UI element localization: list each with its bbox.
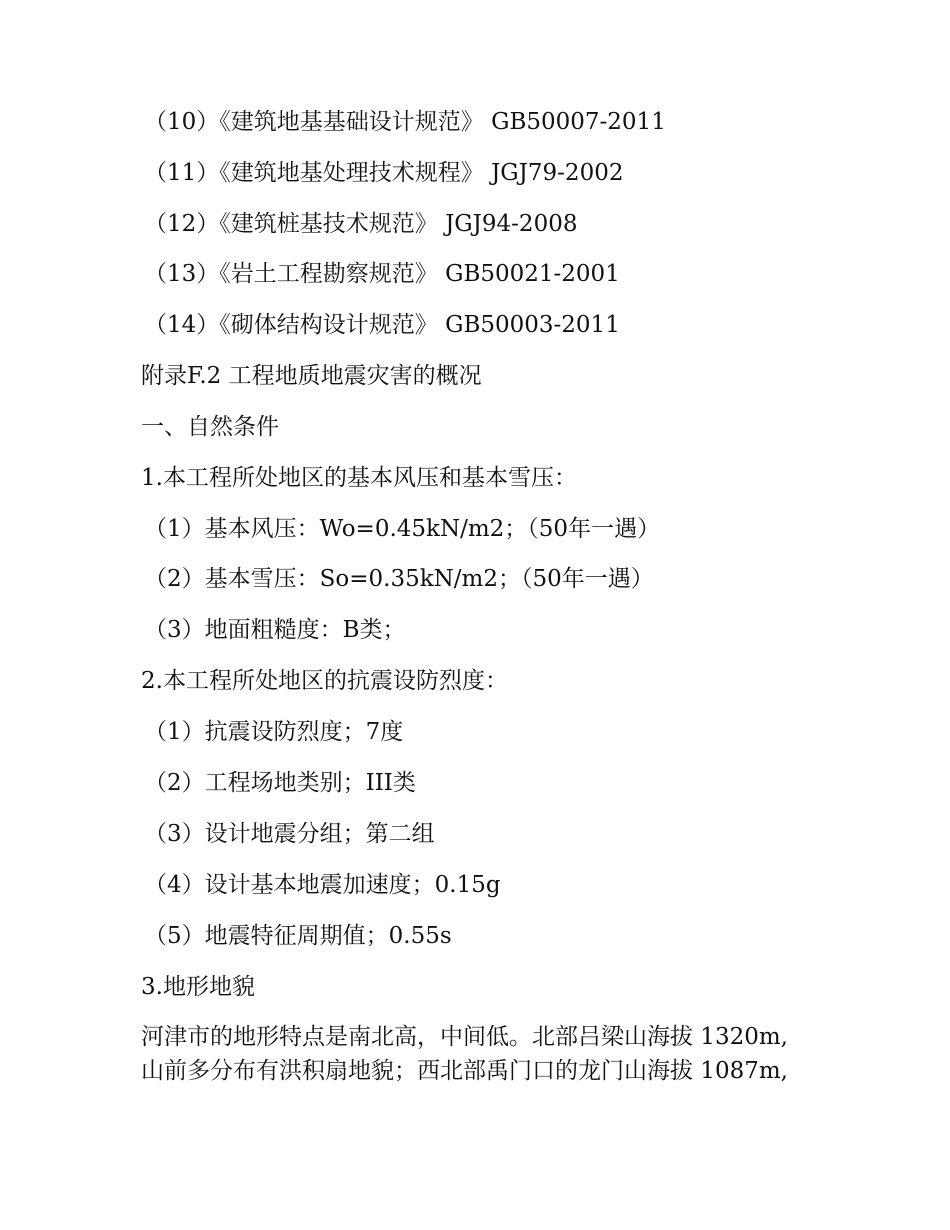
ground-roughness: （3）地面粗糙度：B类； [144, 617, 406, 643]
reference-10: （10）《建筑地基基础设计规范》 GB50007-2011 [144, 109, 666, 135]
basic-snow-pressure: （2）基本雪压：So=0.35kN/m2；（50年一遇） [144, 566, 654, 592]
appendix-heading: 附录F.2 工程地质地震灾害的概况 [141, 363, 482, 389]
ground-acceleration: （4）设计基本地震加速度；0.15g [144, 872, 501, 898]
item3-title: 3.地形地貌 [141, 974, 255, 1000]
section-natural-conditions: 一、自然条件 [141, 414, 279, 440]
reference-13: （13）《岩土工程勘察规范》 GB50021-2001 [144, 261, 620, 287]
item2-title: 2.本工程所处地区的抗震设防烈度： [141, 668, 508, 694]
item1-title: 1.本工程所处地区的基本风压和基本雪压： [141, 465, 577, 491]
reference-14: （14）《砌体结构设计规范》 GB50003-2011 [144, 312, 620, 338]
reference-11: （11）《建筑地基处理技术规程》 JGJ79-2002 [144, 160, 624, 186]
reference-12: （12）《建筑桩基技术规范》 JGJ94-2008 [144, 211, 578, 237]
basic-wind-pressure: （1）基本风压：Wo=0.45kN/m2；（50年一遇） [144, 516, 661, 542]
seismic-group: （3）设计地震分组；第二组 [144, 821, 435, 847]
terrain-paragraph-line-2: 山前多分布有洪积扇地貌；西北部禹门口的龙门山海拔 1087m, [141, 1058, 788, 1084]
terrain-paragraph-line-1: 河津市的地形特点是南北高，中间低。北部吕梁山海拔 1320m, [141, 1024, 788, 1050]
site-category: （2）工程场地类别；III类 [144, 770, 416, 796]
seismic-intensity: （1）抗震设防烈度；7度 [144, 719, 404, 745]
characteristic-period: （5）地震特征周期值；0.55s [144, 923, 452, 949]
